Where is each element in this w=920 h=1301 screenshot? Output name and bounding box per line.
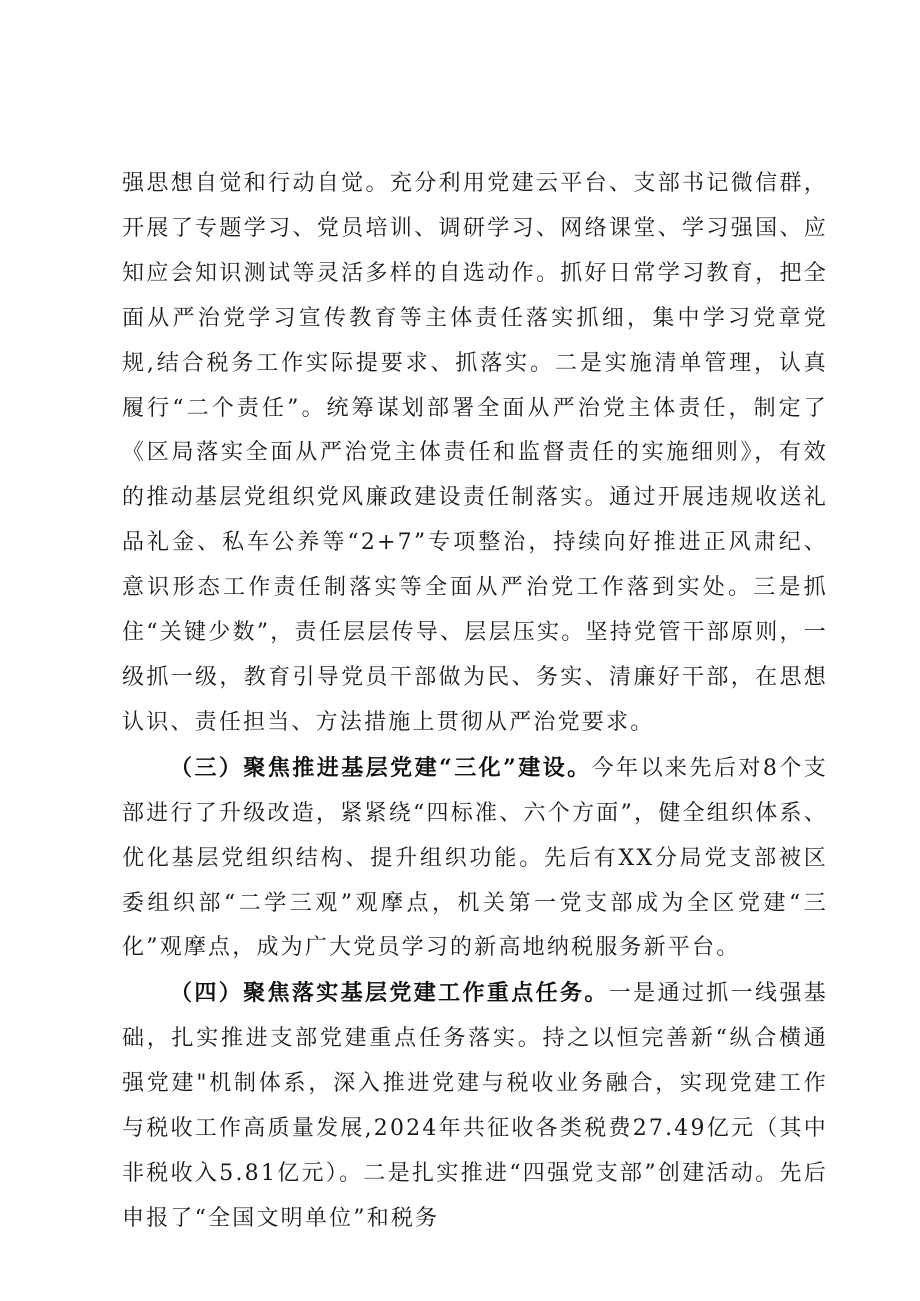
paragraph-text: 强思想自觉和行动自觉。充分利用党建云平台、支部书记微信群，开展了专题学习、党员培训、调研学习、网络课堂、学习强国、应知应会知识测试等灵活多样的自选动作。抓好日常学习教育，把全面从严治党学习宣传教育等主体责任落实抓细，集中学习党章党规,结合税务工作实际提要求、抓落实。二是实施清单管理，认真履行“二个责任”。统筹谋划部署全面从严治党主体责任，制定了《区局落实全面从严治党主体责任和监督责任的实施细则》，有效的推动基层党组织党风廉政建设责任制落实。通过开展违规收送礼品礼金、私车公养等“2+7”专项整治，持续向好推进正风肃纪、意识形态工作责任制落实等全面从严治党工作落到实处。三是抓住“关键少数”，责任层层传导、层层压实。坚持党管干部原则，一级抓一级，教育引导党员干部做为民、务实、清廉好干部，在思想认识、责任担当、方法措施上贯彻从严治党要求。: [122, 171, 828, 735]
paragraph-text: 今年以来先后对8个支部进行了升级改造，紧紧绕“四标准、六个方面”，健全组织体系、优化基层党组织结构、提升组织功能。先后有XX分局党支部被区委组织部“二学三观”观摩点，机关第一党支部成为全区党建“三化”观摩点，成为广大党员学习的新高地纳税服务新平台。: [122, 755, 828, 961]
section-heading: （三）聚焦推进基层党建“三化”建设。: [170, 754, 592, 781]
section-paragraph-3: [122, 746, 828, 972]
body-paragraph-1: [122, 162, 828, 746]
section-paragraph-4: [122, 971, 828, 1241]
document-body: [122, 162, 828, 1242]
paragraph-text: 一是通过抓一线强基础，扎实推进支部党建重点任务落实。持之以恒完善新“纵合横通强党建"机制体系，深入推进党建与税收业务融合，实现党建工作与税收工作高质量发展,2024年共征收各类税费27.49亿元（其中非税收入5.81亿元）。二是扎实推进“四强党支部”创建活动。先后申报了“全国文明单位”和税务: [122, 981, 828, 1231]
section-heading: （四）聚焦落实基层党建工作重点任务。: [170, 980, 609, 1007]
